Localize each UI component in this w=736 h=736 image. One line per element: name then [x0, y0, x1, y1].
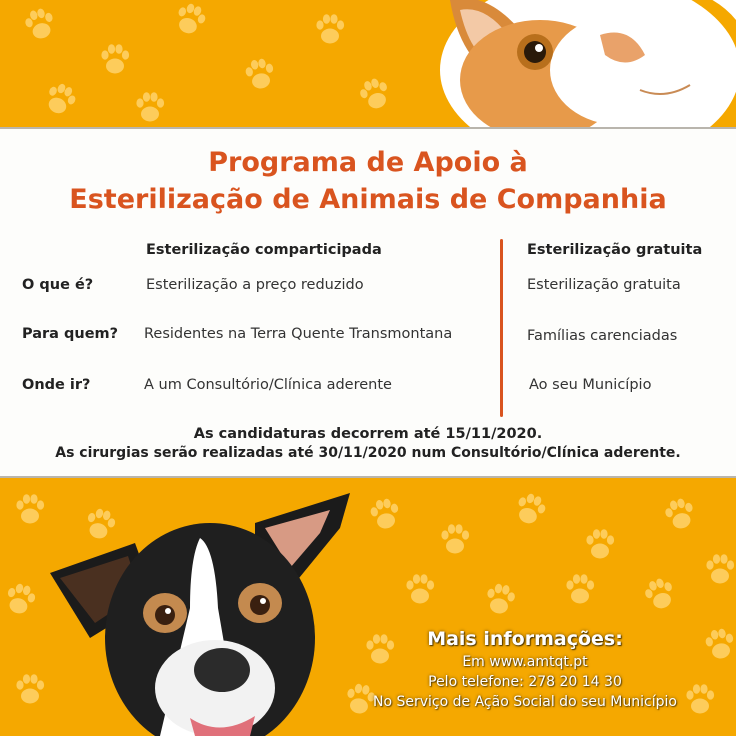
row-onde-ir-gratuita: Ao seu Município	[529, 377, 652, 393]
dog-illustration	[40, 488, 370, 736]
deadline-surgeries: As cirurgias serão realizadas até 30/11/2020 num Consultório/Clínica aderente.	[55, 445, 681, 461]
title-line-2: Esterilização de Animais de Companhia	[69, 184, 667, 215]
row-para-quem-gratuita: Famílias carenciadas	[527, 328, 678, 344]
more-info-phone: Pelo telefone: 278 20 14 30	[428, 674, 622, 690]
cat-illustration	[390, 0, 736, 130]
row-label-para-quem: Para quem?	[22, 326, 119, 342]
column-header-compart: Esterilização comparticipada	[146, 242, 382, 258]
more-info-title: Mais informações:	[427, 628, 623, 650]
title-line-1: Programa de Apoio à	[208, 147, 528, 178]
row-label-onde-ir: Onde ir?	[22, 377, 91, 393]
row-para-quem-compart: Residentes na Terra Quente Transmontana	[144, 326, 453, 342]
column-divider	[500, 239, 503, 417]
more-info-website: Em www.amtqt.pt	[462, 654, 588, 670]
row-o-que-e-gratuita: Esterilização gratuita	[527, 277, 681, 293]
row-label-o-que-e: O que é?	[22, 277, 94, 293]
row-onde-ir-compart: A um Consultório/Clínica aderente	[144, 377, 392, 393]
row-o-que-e-compart: Esterilização a preço reduzido	[146, 277, 364, 293]
info-panel	[0, 127, 736, 478]
more-info-social-service: No Serviço de Ação Social do seu Município	[373, 694, 677, 710]
deadline-applications: As candidaturas decorrem até 15/11/2020.	[193, 426, 543, 442]
column-header-gratuita: Esterilização gratuita	[527, 242, 703, 258]
